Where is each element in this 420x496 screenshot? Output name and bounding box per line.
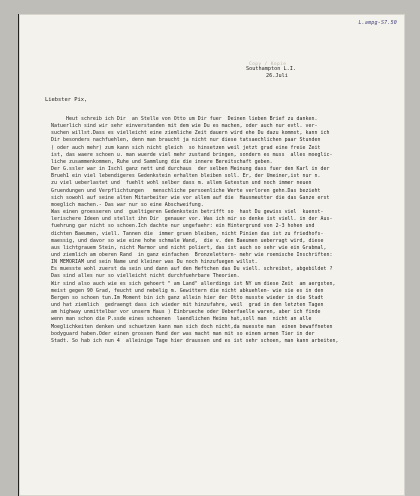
body-line: und ziemlich am oberen Rand in ganz einfachen Bronzelettern- mehr wie roemische Inschriften: — [51, 251, 333, 258]
body-line: lerischere Ideen und stellst ihn Dir genauer vor. Was ich mir so denke ist viell. in der Aus- — [51, 216, 333, 223]
body-line: zu viel ueberlastet und fuehlt wohl selber dass m. allem Gutestun und noch immer neuen — [51, 180, 312, 187]
place-line: Southampton L.I. — [246, 66, 296, 72]
body-line: Der G.ssler war in Ischl ganz nett und durchaus der selben Meinung dass fuer den Karl in der — [51, 166, 330, 173]
body-line: fuehrung gar nicht so schoen.Ich dachte nur ungefaehr: ein Hintergrund von 2-3 hohen und — [51, 223, 315, 230]
body-line: Moeglichkeiten denken und schuetzen kann man sich doch nicht,da muesste man einen bewaffneten — [51, 323, 333, 330]
date-line: 26.Juli — [266, 73, 288, 79]
letter-body — [51, 116, 403, 345]
salutation: Liebster Pix, — [45, 97, 88, 103]
body-line: Was einen groesseren und gueltigeren Gedenkstein betrifft so hast Du gewiss viel kuenst- — [51, 209, 324, 216]
body-line: Das sind alles nur so vielleicht nicht durchfuehrbare Theorien. — [51, 273, 240, 280]
body-line: ( oder auch mehr) zum kann sich nicht gleich so hinsetzen weil jetzt grad eine freie Zeit — [51, 144, 321, 151]
faint-stamp: Copy / Kopie — [249, 62, 287, 67]
letter-page — [18, 14, 405, 496]
body-line: Natuerlich sind wir sehr einverstanden mit dem wie Du es machen, oder auch nur evtl. ver- — [51, 123, 318, 130]
body-line: bodyguard haben.Oder einen grossen Hund der was macht man mit so einem armen Tier in der — [51, 330, 315, 337]
body-line: Wir sind also auch wie es sich gehoert " am Land" allerdings ist NY um diese Zeit am aergsten, — [51, 280, 336, 287]
body-line: Bergen so schoen tun.Im Moment bin ich ganz allein hier der Otto musste wieder in die Stadt — [51, 294, 324, 301]
body-line: liche zusammenkommen, Ruhe und Sammlung die die innere Bereitschaft geben. — [51, 158, 273, 165]
letter-header — [246, 66, 296, 80]
body-line: Heut schreib ich Dir an Stelle von Otto um Dir fuer Deinen lieben Brief zu danken. — [51, 116, 318, 122]
body-line: maessig, und davor so wie eine hohe schmale Wand, die v. den Baeumen ueberragt wird, diese — [51, 237, 324, 244]
body-line: wenn man schon die P.ssde eines schoenen laendlichen Heims hat,soll man nicht an alle — [51, 316, 312, 323]
body-line: Es muesste wohl zuerst da sein und dann auf den Heftchen das Du viell. schreibst, abgebildet ? — [51, 266, 333, 273]
body-line: Stadt. So hab ich nun 4 alleinige Tage hier draussen und es ist sehr schoen, man kann arbeiten, — [51, 337, 339, 344]
body-line: dichten Baeumen, viell. Tannen die immer gruen bleiben, nicht Pinien das ist zu friedhofs- — [51, 230, 324, 237]
body-line: ist, das waere schoen u. man wuerde viel mehr zustand bringen, sondern es muss alles moeglic- — [51, 151, 333, 158]
archive-annotation: L.ampg-S7.50 — [358, 20, 397, 26]
body-line: am highway unmittelbar vor unserm Haus ) Einbrueche oder Ueberfaelle waren, aber ich finde — [51, 309, 321, 316]
body-line: sich sowohl auf seine alten Mitarbeiter wie vor allem auf die Hausmeutter die das Ganze erst — [51, 194, 330, 201]
body-line: und hat ziemlich gedraengt dass ich wieder mit hinzufahre, weil grad in den letzten Tagen — [51, 302, 324, 309]
body-line: IN MEMORIAM und sein Name und kleiner was Du noch hinzufuegen willst. — [51, 259, 258, 266]
body-line: meist gegen 90 Grad, feucht und nebelig m. Gewittern die nicht abkuehlen- wie sie es in den — [51, 287, 324, 294]
body-line: Gruendungen und Verpflichtungen menschliche persoenliche Werte verloren gehn.Das bezieht — [51, 187, 321, 194]
body-line: aus lichtgrauem Stein, nicht Marmor und nicht poliert, das ist auch so sehr wie ein Grabmal, — [51, 244, 327, 251]
body-line: Brueh1 ein viel lebendigeres Gedenkstein erhalten bleiben soll. Er, der Umeiner,ist nur n. — [51, 173, 321, 180]
body-line: moeglich machen.- Das war nur so eine Abschweifung. — [51, 201, 204, 208]
body-line: Dir besonders nachfuehlen, denn man braucht ja nicht nur diese tatsaechlichen paar Stunden — [51, 137, 321, 144]
body-line: suchen willst.Dass es vielleicht eine ziemliche Zeit dauern wird ehe Du dazu kommst, kann ich — [51, 130, 330, 137]
